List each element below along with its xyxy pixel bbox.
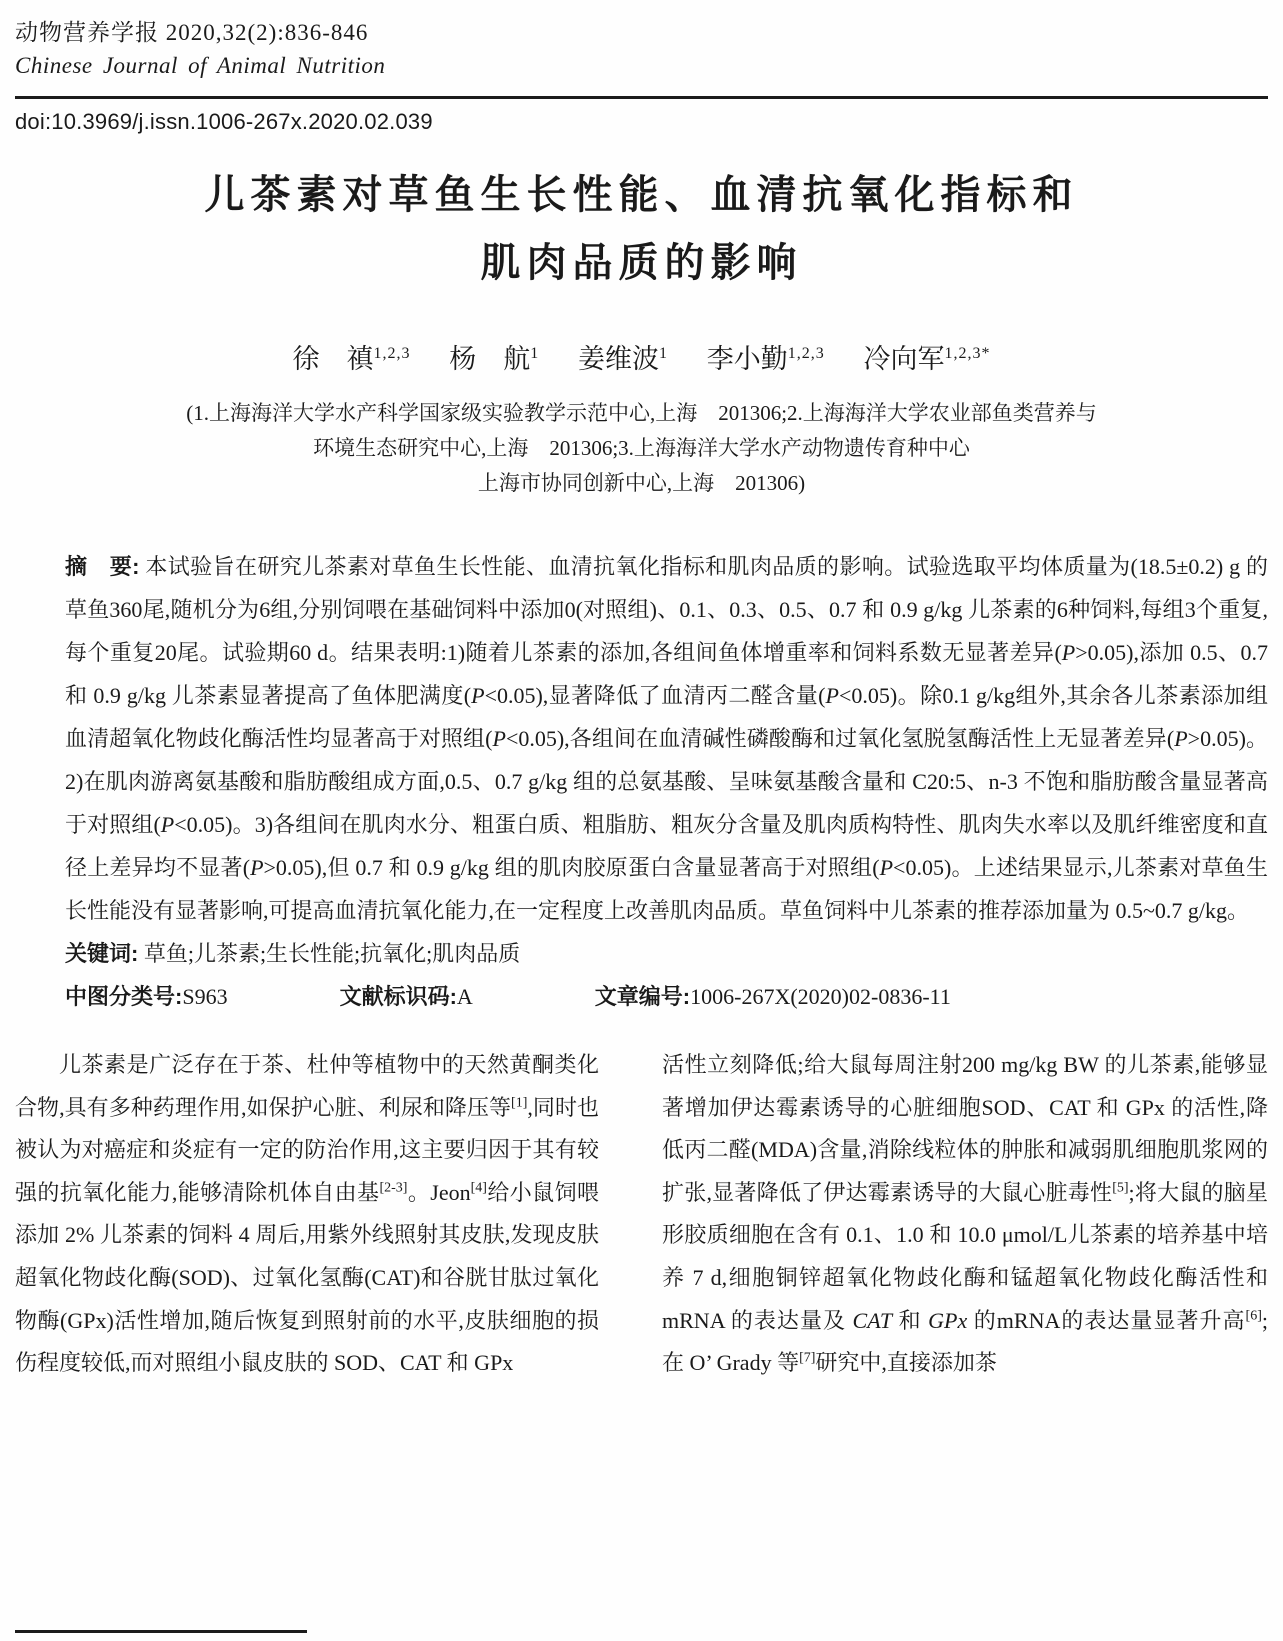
clc-number-label: 中图分类号:	[65, 984, 183, 1009]
clc-number-value: S963	[182, 984, 228, 1009]
header-divider-rule	[15, 96, 1268, 99]
body-column-left	[15, 1044, 599, 1385]
document-code-label: 文献标识码:	[339, 984, 457, 1009]
classification-line	[65, 975, 1268, 1018]
journal-citation-cn: 动物营养学报 2020,32(2):836-846	[15, 20, 369, 45]
affiliation-line-1: (1.上海海洋大学水产科学国家级实验教学示范中心,上海 201306;2.上海海洋大学农业部鱼类营养与	[186, 401, 1097, 425]
author-5-affil-sup: 1,2,3*	[944, 345, 991, 362]
author-2-name: 杨 航	[449, 344, 531, 374]
footnote-divider-rule	[15, 1630, 307, 1633]
author-3-name: 姜维波	[578, 344, 659, 374]
article-id-label: 文章编号:	[594, 984, 691, 1009]
author-1	[293, 344, 411, 374]
author-1-name: 徐 禛	[292, 344, 374, 374]
article-title-line1: 儿茶素对草鱼生长性能、血清抗氧化指标和	[204, 173, 1079, 217]
author-list	[15, 337, 1268, 376]
document-code-value: A	[456, 984, 473, 1009]
author-3-affil-sup: 1	[659, 345, 668, 362]
doi-line: doi:10.3969/j.issn.1006-267x.2020.02.039	[15, 109, 433, 134]
author-4-affil-sup: 1,2,3	[787, 345, 825, 362]
body-paragraph-right: 活性立刻降低;给大鼠每周注射200 mg/kg BW 的儿茶素,能够显著增加伊达霉素诱导的心脏细胞SOD、CAT 和 GPx 的活性,降低丙二醛(MDA)含量,消除线粒体的肿胀和减弱肌细胞肌浆网的扩张,显著降低了伊达霉素诱导的大鼠心脏毒性[5];将大鼠的脑星形胶质细胞在含有 0.1、1.0 和 10.0 μmol/L儿茶素的培养基中培养 7 d,细胞铜锌超氧化物歧化酶和锰超氧化物歧化酶活性和mRNA 的表达量及 CAT 和 GPx 的mRNA的表达量显著升高[6];在 O’ Grady 等[7]研究中,直接添加茶	[662, 1052, 1268, 1376]
journal-name-english: Chinese Journal of Animal Nutrition	[15, 53, 386, 78]
body-paragraph-left: 儿茶素是广泛存在于茶、杜仲等植物中的天然黄酮类化合物,具有多种药理作用,如保护心脏、利尿和降压等[1],同时也被认为对癌症和炎症有一定的防治作用,这主要归因于其有较强的抗氧化能力,能够清除机体自由基[2-3]。Jeon[4]给小鼠饲喂添加 2% 儿茶素的饲料 4 周后,用紫外线照射其皮肤,发现皮肤超氧化物歧化酶(SOD)、过氧化氢酶(CAT)和谷胱甘肽过氧化物酶(GPx)活性增加,随后恢复到照射前的水平,皮肤细胞的损伤程度较低,而对照组小鼠皮肤的 SOD、CAT 和 GPx	[15, 1052, 600, 1376]
article-id	[595, 975, 951, 1018]
keywords-label: 关键词:	[65, 941, 139, 966]
author-3	[578, 344, 668, 374]
journal-header	[15, 14, 1268, 79]
author-5	[864, 344, 991, 374]
article-title	[15, 161, 1268, 297]
abstract-label: 摘 要:	[65, 554, 140, 579]
author-2-affil-sup: 1	[530, 345, 540, 362]
body-column-right	[662, 1044, 1268, 1385]
clc-number	[65, 975, 228, 1018]
keywords-text: 草鱼;儿茶素;生长性能;抗氧化;肌肉品质	[138, 941, 521, 966]
affiliation-line-3: 上海市协同创新中心,上海 201306)	[477, 471, 806, 495]
affiliation-block	[15, 396, 1268, 501]
author-2	[449, 344, 539, 374]
keywords-section	[65, 932, 1268, 975]
document-code	[340, 975, 473, 1018]
body-two-columns	[15, 1044, 1268, 1385]
article-id-value: 1006-267X(2020)02-0836-11	[690, 984, 951, 1009]
abstract-section	[65, 545, 1268, 932]
affiliation-line-2: 环境生态研究中心,上海 201306;3.上海海洋大学水产动物遗传育种中心	[313, 436, 970, 460]
article-title-line2: 肌肉品质的影响	[480, 241, 803, 285]
author-5-name: 冷向军	[863, 344, 945, 374]
abstract-text: 本试验旨在研究儿茶素对草鱼生长性能、血清抗氧化指标和肌肉品质的影响。试验选取平均体质量为(18.5±0.2) g 的草鱼360尾,随机分为6组,分别饲喂在基础饲料中添加0(对照组)、0.1、0.3、0.5、0.7 和 0.9 g/kg 儿茶素的6种饲料,每组3个重复,每个重复20尾。试验期60 d。结果表明:1)随着儿茶素的添加,各组间鱼体增重率和饲料系数无显著差异(P>0.05),添加 0.5、0.7 和 0.9 g/kg 儿茶素显著提高了鱼体肥满度(P<0.05),显著降低了血清丙二醛含量(P<0.05)。除0.1 g/kg组外,其余各儿茶素添加组血清超氧化物歧化酶活性均显著高于对照组(P<0.05),各组间在血清碱性磷酸酶和过氧化氢脱氢酶活性上无显著差异(P>0.05)。2)在肌肉游离氨基酸和脂肪酸组成方面,0.5、0.7 g/kg 组的总氨基酸、呈味氨基酸含量和 C20:5、n-3 不饱和脂肪酸含量显著高于对照组(P<0.05)。3)各组间在肌肉水分、粗蛋白质、粗脂肪、粗灰分含量及肌肉质构特性、肌肉失水率以及肌纤维密度和直径上差异均不显著(P>0.05),但 0.7 和 0.9 g/kg 组的肌肉胶原蛋白含量显著高于对照组(P<0.05)。上述结果显示,儿茶素对草鱼生长性能没有显著影响,可提高血清抗氧化能力,在一定程度上改善肌肉品质。草鱼饲料中儿茶素的推荐添加量为 0.5~0.7 g/kg。	[65, 554, 1269, 923]
author-4	[707, 344, 825, 374]
author-1-affil-sup: 1,2,3	[373, 345, 411, 362]
author-4-name: 李小勤	[706, 344, 788, 374]
